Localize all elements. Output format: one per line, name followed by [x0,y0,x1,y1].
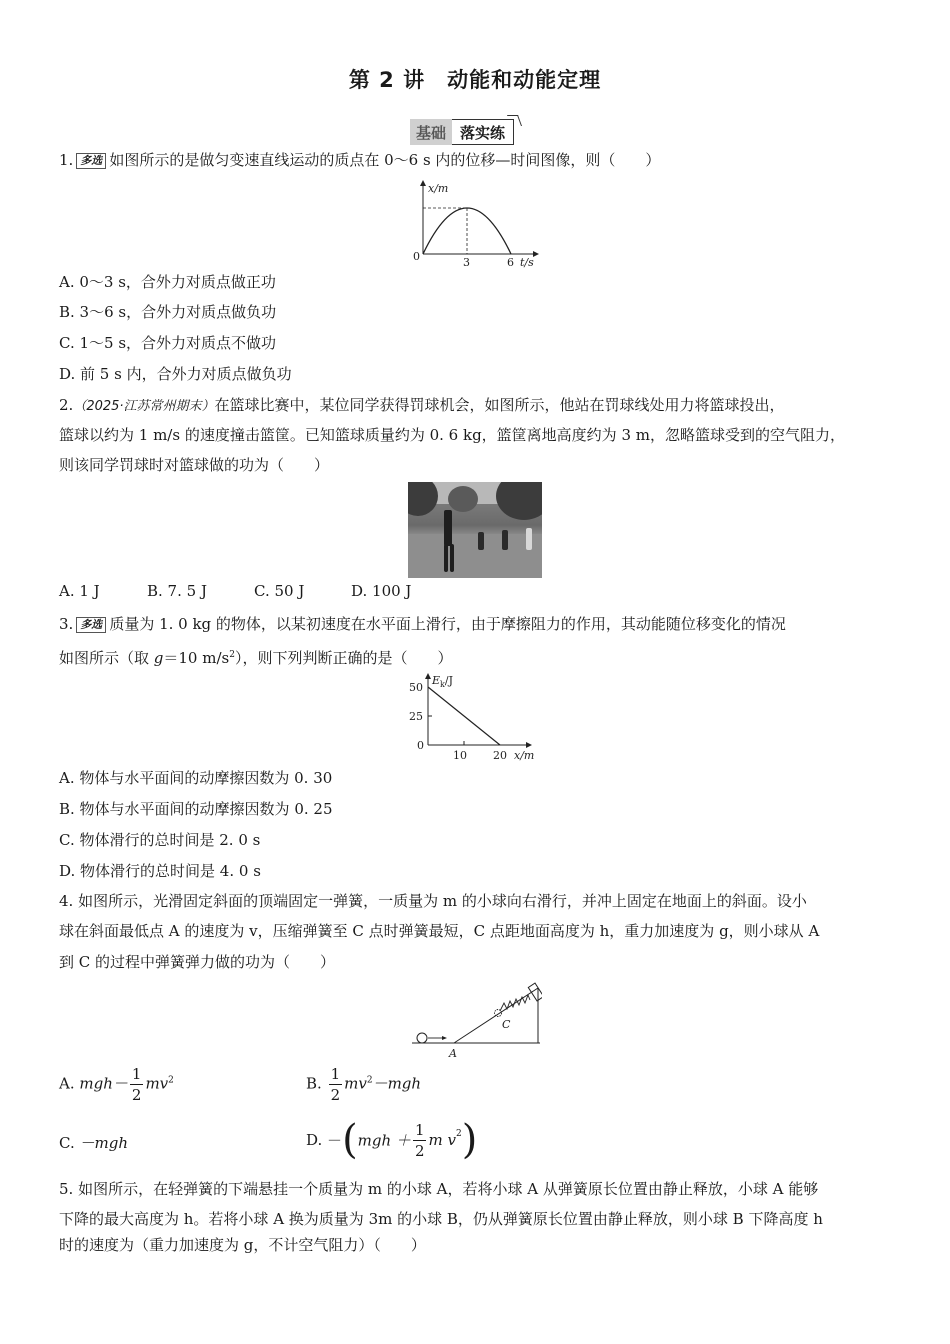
section-badge [410,119,514,145]
q3-graph-y50: 50 [409,681,423,694]
q2-text-line1: 在篮球比赛中，某位同学获得罚球机会，如图所示，他站在罚球线处用力将篮球投出， [214,396,785,414]
q2-option-b[interactable]: B. 7. 5 J [147,582,207,600]
q1-tag: 多选 [76,153,106,169]
q1-option-b[interactable]: B. 3～6 s，合外力对质点做负功 [59,303,277,321]
q3-tag: 多选 [76,617,106,633]
q3-text-line1: 质量为 1. 0 kg 的物体，以某初速度在水平面上滑行，由于摩擦阻力的作用，其动能随位移变化的情况 [109,615,786,633]
q1-option-d[interactable]: D. 前 5 s 内，合外力对质点做负功 [59,365,292,383]
q4-option-a[interactable]: A. mgh－ $\frac{1}{2}$ $mv^2$ [59,1065,174,1104]
q5-stem-line1 [59,1177,899,1201]
q1-number: 1. [59,151,74,169]
q2-stem-line1 [59,393,899,419]
q4-option-c[interactable]: C. －mgh [59,1134,128,1152]
q3-graph-y25: 25 [409,710,423,723]
q4-number: 4. [59,892,74,910]
q1-graph [405,178,545,270]
q1-graph-ylabel: x/m [428,182,449,195]
q1-graph-tick6: 6 [507,256,514,269]
q1-option-a[interactable]: A. 0～3 s，合外力对质点做正功 [59,273,276,291]
q4-stem-line1 [59,889,899,913]
q5-stem-line2: 下降的最大高度为 h。若将小球 A 换为质量为 3m 的小球 B，仍从弹簧原长位置由静止释放，则小球 B 下降高度 h [59,1210,823,1228]
q3-option-b[interactable]: B. 物体与水平面间的动摩擦因数为 0. 25 [59,800,333,818]
q2-stem-line3: 则该同学罚球时对篮球做的功为（ ） [59,456,330,474]
q2-option-a[interactable]: A. 1 J [59,582,100,600]
q4-incline-figure [412,980,542,1062]
q4-stem-line2: 球在斜面最低点 A 的速度为 v，压缩弹簧至 C 点时弹簧最短，C 点距地面高度为 h，重力加速度为 g，则小球从 A [59,922,820,940]
q4-label-a: A [449,1047,457,1060]
q3-graph-origin: 0 [417,739,424,752]
page-title: 第 2 讲 动能和动能定理 [348,68,602,92]
q3-graph-x10: 10 [453,749,467,762]
badge-left: 基础 [410,119,452,145]
q5-stem-line3: 时的速度为（重力加速度为 g，不计空气阻力）（ ） [59,1236,426,1254]
q3-option-d[interactable]: D. 物体滑行的总时间是 4. 0 s [59,862,261,880]
q3-option-c[interactable]: C. 物体滑行的总时间是 2. 0 s [59,831,261,849]
q2-option-c[interactable]: C. 50 J [254,582,305,600]
q1-graph-xlabel: t/s [520,256,534,269]
q1-graph-origin: 0 [413,250,420,263]
q3-graph-x20: 20 [493,749,507,762]
q2-source: （2025·江苏常州期末） [73,399,215,414]
q3-graph-xlabel: x/m [514,749,535,762]
q3-graph [400,672,548,764]
q4-option-d[interactable]: D. －(mgh ＋ $\frac{1}{2}$ m $v^2$) [306,1117,478,1163]
q4-stem-line3: 到 C 的过程中弹簧弹力做的功为（ ） [59,953,336,971]
q2-stem-line2: 篮球以约为 1 m/s 的速度撞击篮筐。已知篮球质量约为 0. 6 kg，篮筐离地高度约为 3 m，忽略篮球受到的空气阻力， [59,426,845,444]
q1-graph-tick3: 3 [463,256,470,269]
q4-text-line1: 如图所示，光滑固定斜面的顶端固定一弹簧，一质量为 m 的小球向右滑行，并冲上固定在地面上的斜面。设小 [78,892,807,910]
q3-stem-line2: 如图所示（取 g＝10 $m/s^2$），则下列判断正确的是（ ） [59,649,453,667]
basketball-photo [408,482,542,578]
q3-graph-ylabel: $E_k/J$ [432,674,454,689]
q2-number: 2. [59,396,74,414]
q4-option-b[interactable]: B. $\frac{1}{2}$ $mv^2-mgh$ [306,1065,422,1104]
q4-label-c: C [502,1018,511,1031]
q3-option-a[interactable]: A. 物体与水平面间的动摩擦因数为 0. 30 [59,769,333,787]
q2-option-d[interactable]: D. 100 J [351,582,412,600]
q5-text-line1: 如图所示，在轻弹簧的下端悬挂一个质量为 m 的小球 A，若将小球 A 从弹簧原长位置由静止释放，小球 A 能够 [78,1180,819,1198]
q5-number: 5. [59,1180,74,1198]
q3-stem-line1 [59,612,899,636]
q1-option-c[interactable]: C. 1～5 s，合外力对质点不做功 [59,334,277,352]
q3-number: 3. [59,615,74,633]
badge-right: 落实练 [452,119,514,145]
q1-stem [59,148,899,172]
q1-text: 如图所示的是做匀变速直线运动的质点在 0～6 s 内的位移—时间图像，则（ ） [109,151,661,169]
